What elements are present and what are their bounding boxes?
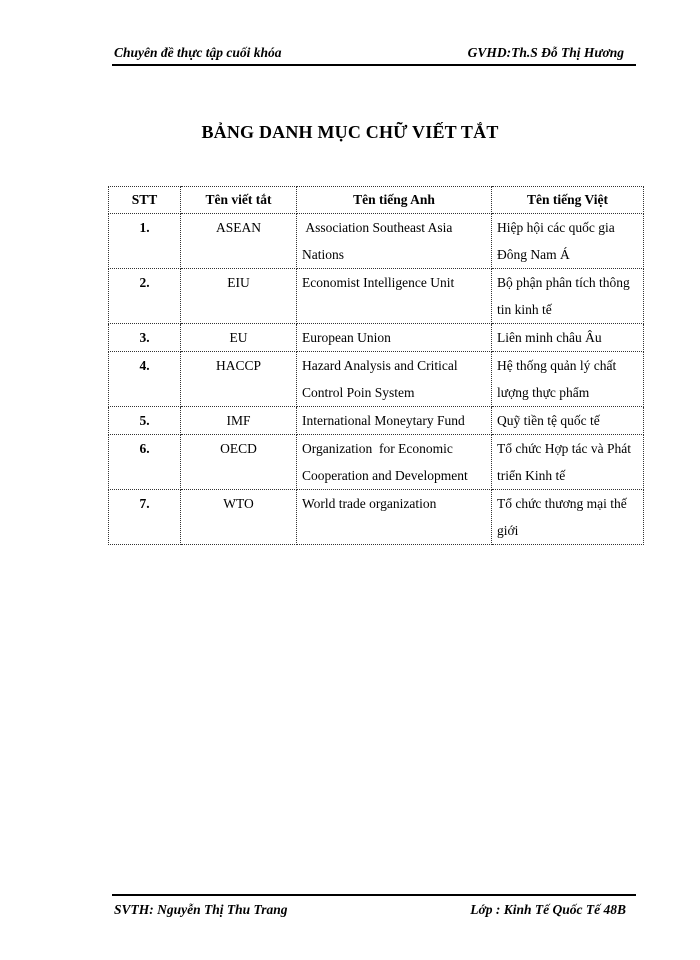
table-row	[109, 269, 644, 324]
row-number: 3.	[109, 324, 181, 352]
row-english-name: European Union	[297, 324, 492, 352]
page-header	[112, 42, 636, 66]
page-footer	[112, 894, 636, 922]
row-english-name: World trade organization	[297, 490, 492, 545]
row-number: 2.	[109, 269, 181, 324]
abbreviation-table	[108, 186, 644, 545]
row-abbreviation: HACCP	[181, 352, 297, 407]
row-number: 5.	[109, 407, 181, 435]
table-row	[109, 407, 644, 435]
row-abbreviation: ASEAN	[181, 214, 297, 269]
row-vietnamese-name: Quỹ tiền tệ quốc tế	[492, 407, 644, 435]
footer-class: Lớp : Kinh Tế Quốc Tế 48B	[470, 902, 626, 917]
page-title: BẢNG DANH MỤC CHỮ VIẾT TẮT	[201, 122, 499, 142]
row-english-name: Organization for Economic Cooperation and Development	[297, 435, 492, 490]
row-vietnamese-name: Tổ chức Hợp tác và Phát triển Kinh tế	[492, 435, 644, 490]
footer-student-name: SVTH: Nguyễn Thị Thu Trang	[114, 902, 288, 917]
row-abbreviation: IMF	[181, 407, 297, 435]
column-header-stt: STT	[109, 187, 181, 214]
table-row	[109, 324, 644, 352]
row-abbreviation: OECD	[181, 435, 297, 490]
table-row	[109, 435, 644, 490]
table-row	[109, 214, 644, 269]
column-header-vietnamese: Tên tiếng Việt	[492, 187, 644, 214]
column-header-english: Tên tiếng Anh	[297, 187, 492, 214]
table-row	[109, 490, 644, 545]
row-number: 6.	[109, 435, 181, 490]
row-english-name: Hazard Analysis and Critical Control Poin System	[297, 352, 492, 407]
row-vietnamese-name: Tổ chức thương mại thế giới	[492, 490, 644, 545]
table-header-row	[109, 187, 644, 214]
row-number: 1.	[109, 214, 181, 269]
row-english-name: Economist Intelligence Unit	[297, 269, 492, 324]
row-english-name: International Moneytary Fund	[297, 407, 492, 435]
row-vietnamese-name: Liên minh châu Âu	[492, 324, 644, 352]
header-course-title: Chuyên đề thực tập cuối khóa	[114, 45, 282, 60]
row-vietnamese-name: Bộ phận phân tích thông tin kinh tế	[492, 269, 644, 324]
row-english-name: Association Southeast Asia Nations	[297, 214, 492, 269]
column-header-abbreviation: Tên viết tắt	[181, 187, 297, 214]
table-row	[109, 352, 644, 407]
row-number: 4.	[109, 352, 181, 407]
row-number: 7.	[109, 490, 181, 545]
row-vietnamese-name: Hiệp hội các quốc gia Đông Nam Á	[492, 214, 644, 269]
row-abbreviation: WTO	[181, 490, 297, 545]
row-abbreviation: EIU	[181, 269, 297, 324]
header-supervisor: GVHD:Th.S Đỗ Thị Hương	[467, 45, 624, 60]
row-vietnamese-name: Hệ thống quản lý chất lượng thực phẩm	[492, 352, 644, 407]
row-abbreviation: EU	[181, 324, 297, 352]
